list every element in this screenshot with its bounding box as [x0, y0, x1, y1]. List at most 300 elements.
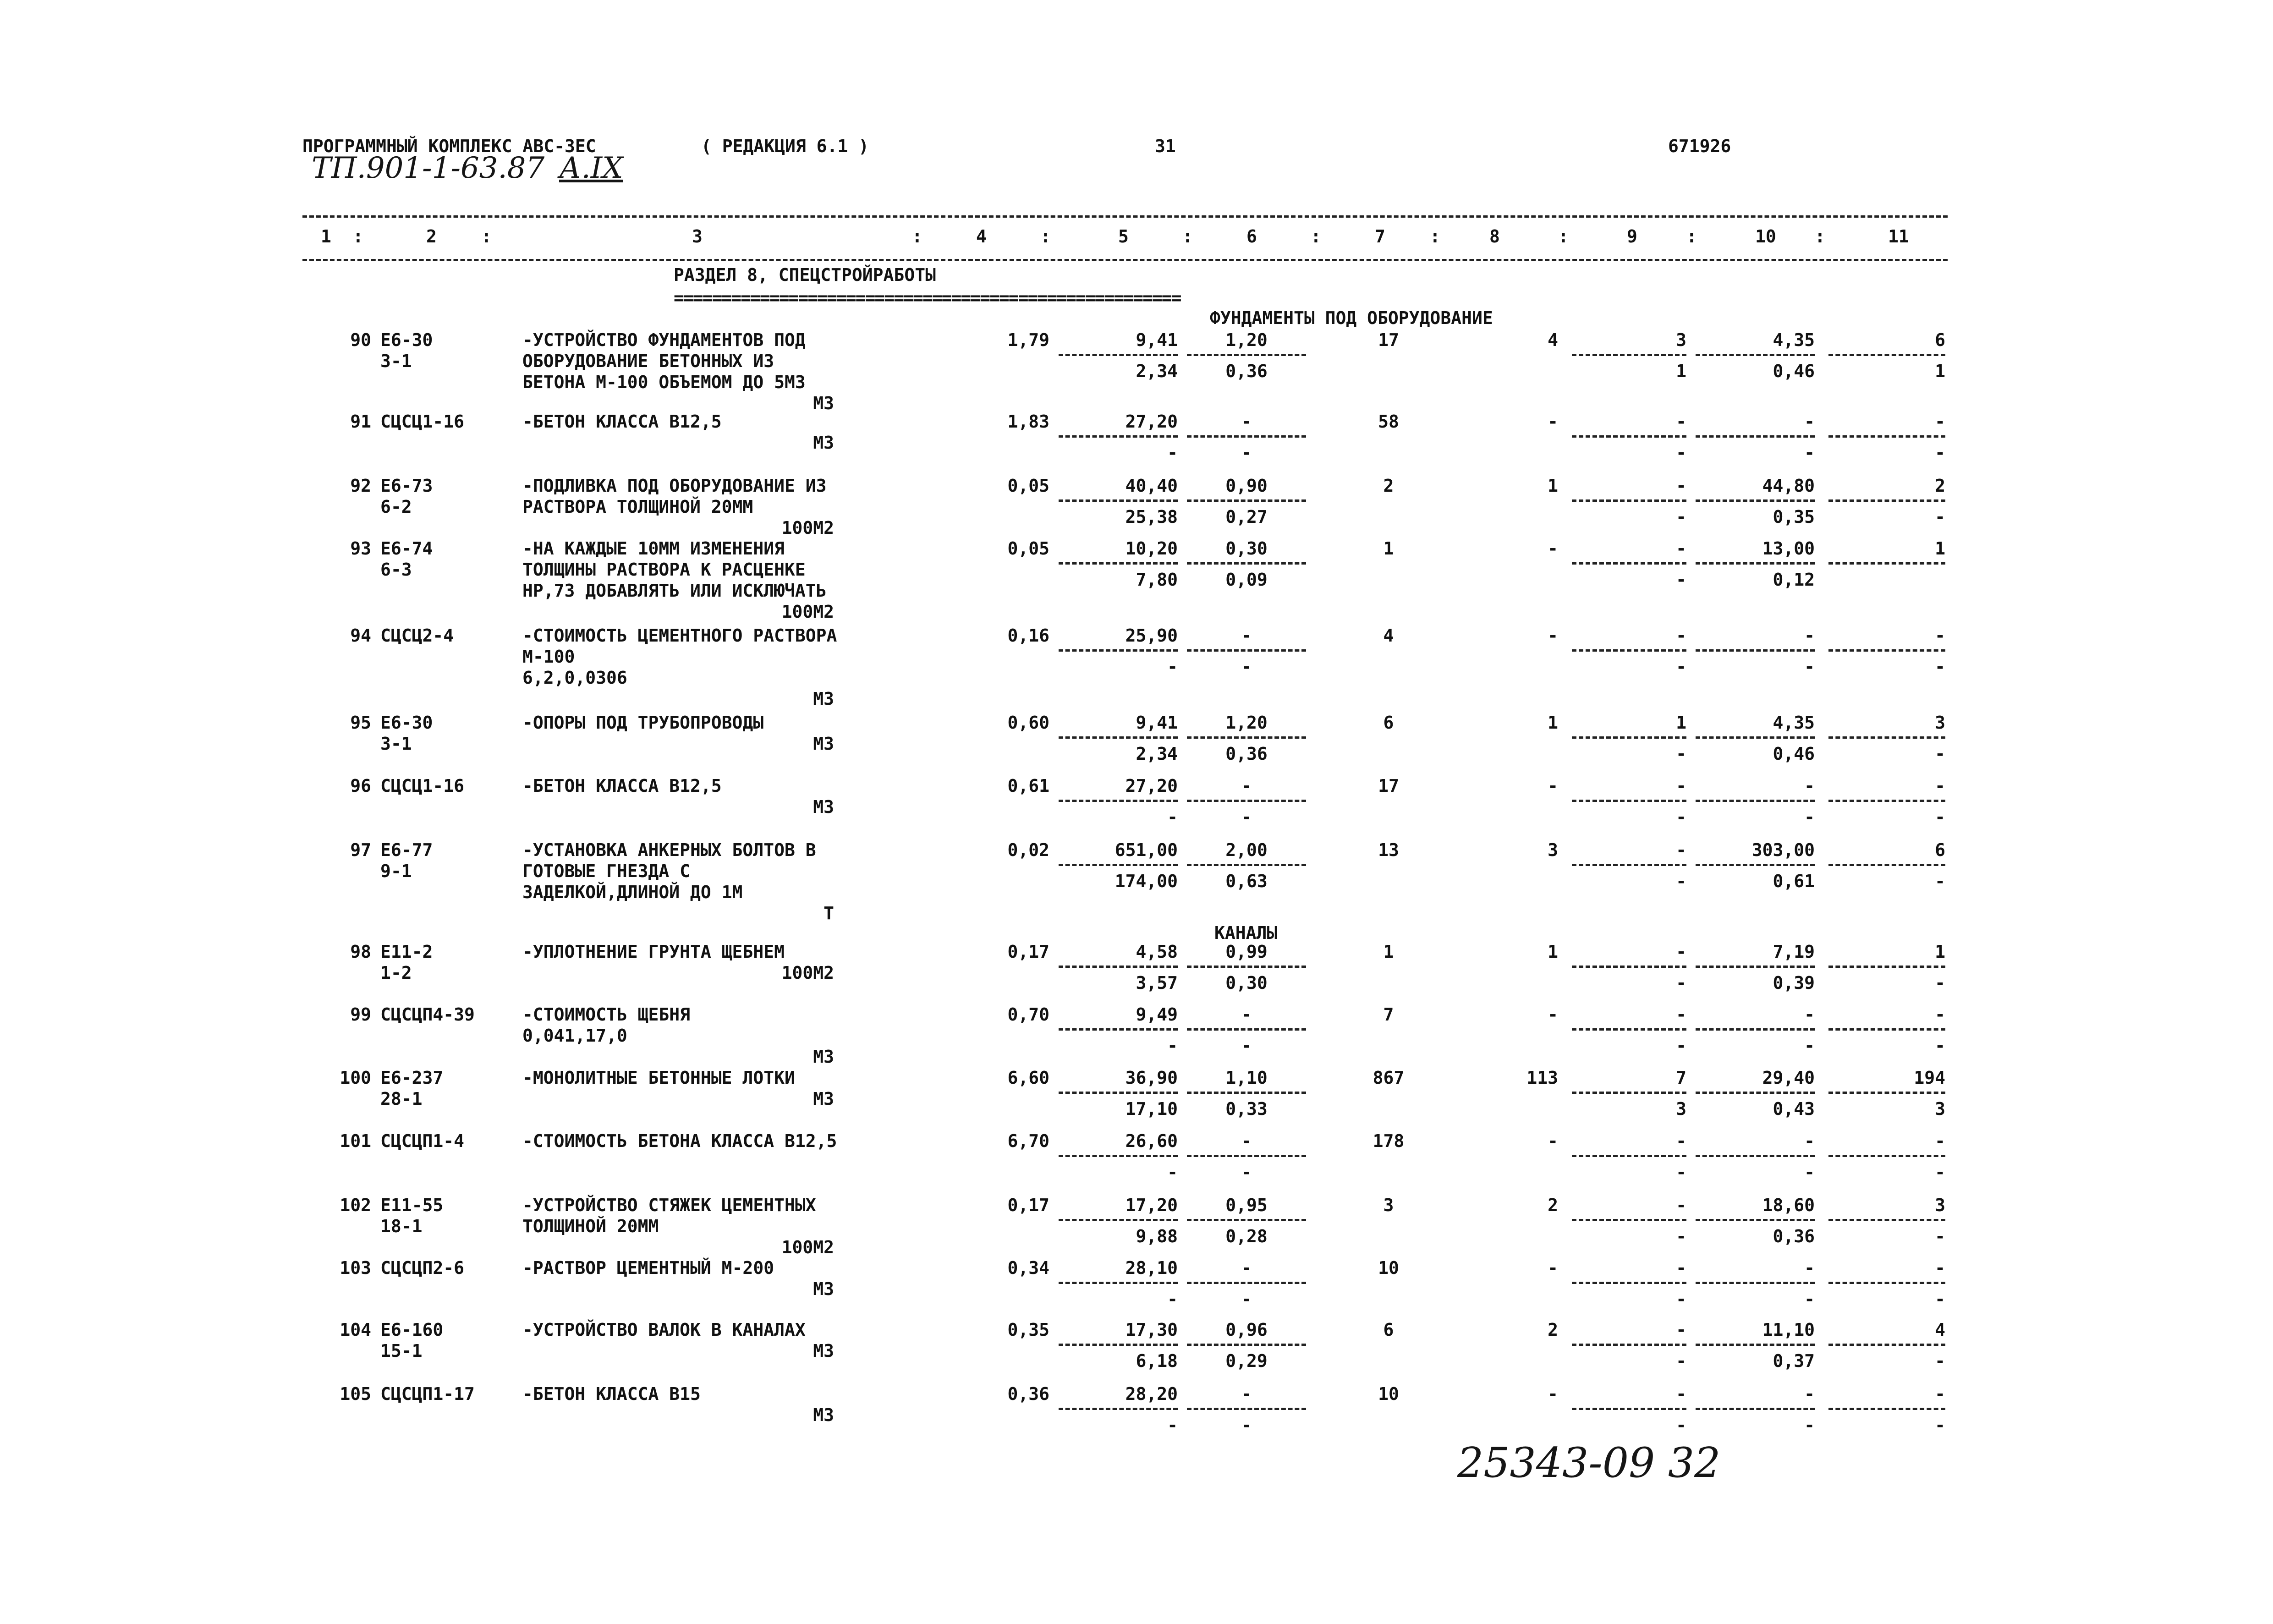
cell-c9-top: 7 [1676, 1068, 1686, 1088]
fraction-rule [1187, 435, 1306, 438]
cell-c7: 10 [1378, 1258, 1399, 1278]
cell-c11-bottom: - [1935, 807, 1945, 827]
cell-c7: 17 [1378, 776, 1399, 796]
row-code: Е6-73 [380, 476, 433, 496]
row-unit: М3 [813, 797, 834, 817]
cell-c6-bottom: - [1241, 443, 1252, 463]
fraction-rule [1828, 1282, 1945, 1284]
row-code: Е6-30 [380, 330, 433, 350]
row-unit: М3 [813, 1047, 834, 1067]
row-description: ЗАДЕЛКОЙ,ДЛИНОЙ ДО 1М [522, 882, 743, 902]
cell-c6-top: 1,20 [1225, 330, 1268, 350]
row-number: 94 [350, 625, 371, 646]
cell-c8: - [1548, 776, 1558, 796]
cell-c6-bottom: 0,33 [1225, 1099, 1268, 1119]
row-quantity: 0,16 [1007, 625, 1049, 646]
cell-c8: 2 [1548, 1320, 1558, 1340]
column-header-3: 3 [692, 226, 703, 247]
fraction-rule [1572, 1092, 1686, 1094]
row-quantity: 0,36 [1007, 1384, 1049, 1404]
row-quantity: 0,61 [1007, 776, 1049, 796]
row-unit: М3 [813, 1089, 834, 1109]
cell-c5-top: 17,20 [1125, 1195, 1178, 1215]
cell-c7: 1 [1383, 538, 1394, 559]
cell-c6-bottom: - [1241, 1415, 1252, 1435]
column-separator: : [1040, 226, 1051, 247]
row-number: 93 [350, 538, 371, 559]
row-description: -УСТРОЙСТВО СТЯЖЕК ЦЕМЕНТНЫХ [522, 1195, 816, 1215]
row-number: 99 [350, 1004, 371, 1025]
cell-c11-top: 2 [1935, 476, 1945, 496]
column-header-10: 10 [1755, 226, 1776, 247]
row-number: 101 [340, 1131, 371, 1151]
cell-c6-bottom: 0,28 [1225, 1226, 1268, 1246]
cell-c6-bottom: - [1241, 1289, 1252, 1309]
row-code: Е6-160 [380, 1320, 444, 1340]
fraction-rule [1059, 1155, 1178, 1157]
row-description: ОБОРУДОВАНИЕ БЕТОННЫХ ИЗ [522, 351, 774, 371]
cell-c6-bottom: - [1241, 1036, 1252, 1056]
cell-c8: 1 [1548, 942, 1558, 962]
column-separator: : [353, 226, 363, 247]
cell-c9-bottom: - [1676, 1162, 1686, 1182]
row-unit: М3 [813, 1405, 834, 1425]
cell-c6-top: - [1241, 625, 1252, 646]
row-description: -ПОДЛИВКА ПОД ОБОРУДОВАНИЕ ИЗ [522, 476, 827, 496]
cell-c11-bottom: - [1935, 1162, 1945, 1182]
fraction-rule [1572, 966, 1686, 968]
cell-c11-top: - [1935, 625, 1945, 646]
cell-c7: 867 [1373, 1068, 1405, 1088]
fraction-rule [1828, 800, 1945, 802]
row-code: 9-1 [380, 861, 412, 881]
row-description: -СТОИМОСТЬ БЕТОНА КЛАССА В12,5 [522, 1131, 837, 1151]
fraction-rule [1696, 966, 1815, 968]
fraction-rule [1828, 1408, 1945, 1410]
row-number: 96 [350, 776, 371, 796]
row-description: -БЕТОН КЛАССА В12,5 [522, 776, 722, 796]
fraction-rule [1059, 562, 1178, 565]
cell-c9-bottom: - [1676, 1289, 1686, 1309]
header-rule-top [302, 215, 1948, 218]
row-unit: М3 [813, 433, 834, 453]
handwritten-doc-number: ТП.901-1-63.87 [312, 151, 545, 185]
cell-c11-top: - [1935, 1258, 1945, 1278]
cell-c6-top: - [1241, 1131, 1252, 1151]
cell-c6-bottom: - [1241, 657, 1252, 677]
row-code: 15-1 [380, 1341, 423, 1361]
cell-c11-bottom: - [1935, 871, 1945, 891]
fraction-rule [1696, 1155, 1815, 1157]
fraction-rule [1059, 435, 1178, 438]
cell-c8: - [1548, 1004, 1558, 1025]
cell-c10-top: - [1804, 411, 1815, 432]
row-description: -УСТРОЙСТВО ВАЛОК В КАНАЛАХ [522, 1320, 806, 1340]
cell-c10-top: 18,60 [1762, 1195, 1815, 1215]
column-header-7: 7 [1375, 226, 1385, 247]
cell-c7: 7 [1383, 1004, 1394, 1025]
cell-c11-top: 4 [1935, 1320, 1945, 1340]
row-code: СЦСЦ2-4 [380, 625, 454, 646]
cell-c5-bottom: 17,10 [1125, 1099, 1178, 1119]
cell-c8: - [1548, 1258, 1558, 1278]
cell-c6-bottom: 0,27 [1225, 507, 1268, 527]
row-number: 100 [340, 1068, 371, 1088]
row-unit: М3 [813, 1279, 834, 1299]
row-code: 18-1 [380, 1216, 423, 1236]
fraction-rule [1828, 649, 1945, 652]
cell-c11-bottom: - [1935, 744, 1945, 764]
cell-c7: 1 [1383, 942, 1394, 962]
row-description: НР,73 ДОБАВЛЯТЬ ИЛИ ИСКЛЮЧАТЬ [522, 581, 827, 601]
cell-c7: 4 [1383, 625, 1394, 646]
row-description: -БЕТОН КЛАССА В12,5 [522, 411, 722, 432]
fraction-rule [1696, 649, 1815, 652]
fraction-rule [1187, 1028, 1306, 1031]
cell-c6-bottom: - [1241, 807, 1252, 827]
row-quantity: 0,17 [1007, 1195, 1049, 1215]
cell-c10-bottom: 0,46 [1773, 744, 1815, 764]
column-header-1: 1 [321, 226, 331, 247]
cell-c10-bottom: 0,39 [1773, 973, 1815, 993]
cell-c9-top: - [1676, 476, 1686, 496]
cell-c5-bottom: 174,00 [1115, 871, 1178, 891]
cell-c9-top: - [1676, 942, 1686, 962]
cell-c8: - [1548, 1131, 1558, 1151]
row-unit: 100М2 [781, 518, 834, 538]
fraction-rule [1187, 1282, 1306, 1284]
row-number: 103 [340, 1258, 371, 1278]
cell-c10-top: - [1804, 1384, 1815, 1404]
row-code: СЦСЦП4-39 [380, 1004, 475, 1025]
fraction-rule [1572, 736, 1686, 739]
row-number: 102 [340, 1195, 371, 1215]
cell-c6-bottom: 0,29 [1225, 1351, 1268, 1371]
cell-c6-bottom: 0,36 [1225, 361, 1268, 381]
fraction-rule [1696, 562, 1815, 565]
cell-c10-top: 4,35 [1773, 713, 1815, 733]
row-quantity: 0,34 [1007, 1258, 1049, 1278]
cell-c8: 113 [1526, 1068, 1558, 1088]
cell-c5-top: 27,20 [1125, 776, 1178, 796]
cell-c5-top: 26,60 [1125, 1131, 1178, 1151]
cell-c5-bottom: - [1167, 443, 1178, 463]
cell-c5-bottom: 2,34 [1136, 361, 1178, 381]
cell-c9-top: - [1676, 776, 1686, 796]
cell-c7: 58 [1378, 411, 1399, 432]
cell-c9-top: - [1676, 411, 1686, 432]
cell-c5-top: 28,20 [1125, 1384, 1178, 1404]
cell-c5-bottom: 25,38 [1125, 507, 1178, 527]
fraction-rule [1828, 354, 1945, 356]
fraction-rule [1696, 1282, 1815, 1284]
fraction-rule [1572, 1344, 1686, 1346]
row-quantity: 0,70 [1007, 1004, 1049, 1025]
subhead-channels: КАНАЛЫ [1214, 923, 1278, 943]
fraction-rule [1696, 435, 1815, 438]
fraction-rule [1059, 1344, 1178, 1346]
cell-c6-top: 2,00 [1225, 840, 1268, 860]
cell-c11-bottom: - [1935, 973, 1945, 993]
row-unit: М3 [813, 734, 834, 754]
fraction-rule [1187, 1219, 1306, 1221]
column-separator: : [1686, 226, 1697, 247]
cell-c8: 1 [1548, 476, 1558, 496]
row-number: 91 [350, 411, 371, 432]
row-quantity: 0,02 [1007, 840, 1049, 860]
column-separator: : [912, 226, 922, 247]
cell-c8: - [1548, 1384, 1558, 1404]
row-unit: М3 [813, 1341, 834, 1361]
column-header-6: 6 [1246, 226, 1257, 247]
cell-c6-top: 1,20 [1225, 713, 1268, 733]
cell-c11-bottom: - [1935, 1289, 1945, 1309]
row-description: -РАСТВОР ЦЕМЕНТНЫЙ М-200 [522, 1258, 774, 1278]
cell-c6-top: - [1241, 1258, 1252, 1278]
cell-c6-bottom: 0,36 [1225, 744, 1268, 764]
cell-c9-bottom: - [1676, 507, 1686, 527]
row-number: 97 [350, 840, 371, 860]
row-description: ГОТОВЫЕ ГНЕЗДА С [522, 861, 691, 881]
document-code: 671926 [1668, 136, 1731, 156]
cell-c10-top: - [1804, 625, 1815, 646]
row-description: -СТОИМОСТЬ ЩЕБНЯ [522, 1004, 691, 1025]
cell-c8: 1 [1548, 713, 1558, 733]
subhead-foundations: ФУНДАМЕНТЫ ПОД ОБОРУДОВАНИЕ [1210, 308, 1493, 328]
cell-c6-bottom: - [1241, 1162, 1252, 1182]
row-code: Е6-77 [380, 840, 433, 860]
fraction-rule [1572, 435, 1686, 438]
cell-c9-top: - [1676, 1195, 1686, 1215]
fraction-rule [1572, 1028, 1686, 1031]
cell-c6-top: 0,90 [1225, 476, 1268, 496]
cell-c5-bottom: - [1167, 1415, 1178, 1435]
cell-c10-top: - [1804, 776, 1815, 796]
cell-c11-bottom: - [1935, 1036, 1945, 1056]
cell-c10-bottom: 0,61 [1773, 871, 1815, 891]
cell-c10-top: - [1804, 1258, 1815, 1278]
cell-c10-top: - [1804, 1131, 1815, 1151]
row-description: М-100 [522, 647, 575, 667]
cell-c9-bottom: - [1676, 1226, 1686, 1246]
row-code: СЦСЦ1-16 [380, 776, 465, 796]
cell-c11-top: - [1935, 1131, 1945, 1151]
fraction-rule [1696, 1092, 1815, 1094]
fraction-rule [1187, 649, 1306, 652]
row-description: РАСТВОРА ТОЛЩИНОЙ 20ММ [522, 497, 753, 517]
cell-c5-top: 27,20 [1125, 411, 1178, 432]
cell-c5-top: 25,90 [1125, 625, 1178, 646]
fraction-rule [1059, 1092, 1178, 1094]
column-separator: : [1558, 226, 1569, 247]
cell-c7: 178 [1373, 1131, 1405, 1151]
row-description: 6,2,0,0306 [522, 668, 627, 688]
row-number: 105 [340, 1384, 371, 1404]
row-code: 28-1 [380, 1089, 423, 1109]
cell-c5-top: 9,49 [1136, 1004, 1178, 1025]
row-unit: М3 [813, 393, 834, 413]
cell-c11-top: 6 [1935, 330, 1945, 350]
cell-c6-top: - [1241, 1004, 1252, 1025]
fraction-rule [1187, 354, 1306, 356]
cell-c6-top: 0,99 [1225, 942, 1268, 962]
cell-c8: 3 [1548, 840, 1558, 860]
cell-c9-top: - [1676, 625, 1686, 646]
row-number: 104 [340, 1320, 371, 1340]
edition: ( РЕДАКЦИЯ 6.1 ) [701, 136, 869, 156]
fraction-rule [1572, 499, 1686, 502]
cell-c5-top: 9,41 [1136, 713, 1178, 733]
cell-c6-top: 0,95 [1225, 1195, 1268, 1215]
row-quantity: 1,79 [1007, 330, 1049, 350]
row-unit: 100М2 [781, 963, 834, 983]
section-underline: ===================================================== [674, 288, 1181, 308]
row-code: 6-2 [380, 497, 412, 517]
cell-c9-bottom: - [1676, 1351, 1686, 1371]
cell-c10-bottom: - [1804, 657, 1815, 677]
column-header-5: 5 [1118, 226, 1129, 247]
cell-c9-top: - [1676, 1320, 1686, 1340]
cell-c11-bottom: - [1935, 1415, 1945, 1435]
row-number: 92 [350, 476, 371, 496]
cell-c9-top: - [1676, 1004, 1686, 1025]
column-separator: : [1815, 226, 1825, 247]
row-code: Е6-30 [380, 713, 433, 733]
fraction-rule [1059, 649, 1178, 652]
row-description: -ОПОРЫ ПОД ТРУБОПРОВОДЫ [522, 713, 764, 733]
row-quantity: 0,35 [1007, 1320, 1049, 1340]
fraction-rule [1828, 1092, 1945, 1094]
cell-c6-top: 0,30 [1225, 538, 1268, 559]
fraction-rule [1059, 354, 1178, 356]
cell-c10-top: 11,10 [1762, 1320, 1815, 1340]
cell-c6-bottom: 0,30 [1225, 973, 1268, 993]
row-quantity: 1,83 [1007, 411, 1049, 432]
fraction-rule [1187, 1155, 1306, 1157]
cell-c10-bottom: 0,46 [1773, 361, 1815, 381]
cell-c9-top: - [1676, 1384, 1686, 1404]
row-quantity: 0,17 [1007, 942, 1049, 962]
row-description: -УСТАНОВКА АНКЕРНЫХ БОЛТОВ В [522, 840, 816, 860]
cell-c9-bottom: - [1676, 657, 1686, 677]
column-separator: : [1182, 226, 1193, 247]
column-separator: : [1430, 226, 1440, 247]
cell-c5-bottom: - [1167, 1162, 1178, 1182]
cell-c5-top: 36,90 [1125, 1068, 1178, 1088]
cell-c11-top: 3 [1935, 713, 1945, 733]
cell-c5-bottom: 7,80 [1136, 570, 1178, 590]
cell-c5-bottom: 6,18 [1136, 1351, 1178, 1371]
cell-c10-bottom: 0,36 [1773, 1226, 1815, 1246]
row-code: 3-1 [380, 351, 412, 371]
cell-c5-top: 4,58 [1136, 942, 1178, 962]
fraction-rule [1696, 1028, 1815, 1031]
column-separator: : [481, 226, 492, 247]
fraction-rule [1696, 1344, 1815, 1346]
cell-c11-top: 3 [1935, 1195, 1945, 1215]
cell-c5-bottom: 9,88 [1136, 1226, 1178, 1246]
cell-c9-top: 3 [1676, 330, 1686, 350]
cell-c11-top: - [1935, 1004, 1945, 1025]
fraction-rule [1059, 736, 1178, 739]
row-code: 3-1 [380, 734, 412, 754]
cell-c8: - [1548, 411, 1558, 432]
row-quantity: 6,60 [1007, 1068, 1049, 1088]
cell-c10-bottom: - [1804, 1036, 1815, 1056]
cell-c10-bottom: 0,35 [1773, 507, 1815, 527]
fraction-rule [1572, 354, 1686, 356]
row-description: -УПЛОТНЕНИЕ ГРУНТА ЩЕБНЕМ [522, 942, 785, 962]
header-rule-bottom [302, 259, 1948, 261]
cell-c9-bottom: - [1676, 570, 1686, 590]
fraction-rule [1572, 864, 1686, 866]
cell-c9-bottom: 3 [1676, 1099, 1686, 1119]
cell-c6-bottom: 0,09 [1225, 570, 1268, 590]
fraction-rule [1572, 1408, 1686, 1410]
fraction-rule [1828, 1344, 1945, 1346]
fraction-rule [1828, 1028, 1945, 1031]
cell-c9-bottom: - [1676, 1415, 1686, 1435]
fraction-rule [1696, 1408, 1815, 1410]
cell-c11-bottom: - [1935, 1351, 1945, 1371]
cell-c10-bottom: - [1804, 1415, 1815, 1435]
fraction-rule [1696, 354, 1815, 356]
cell-c6-top: - [1241, 1384, 1252, 1404]
cell-c6-top: 1,10 [1225, 1068, 1268, 1088]
row-code: СЦСЦ1-16 [380, 411, 465, 432]
row-code: Е6-237 [380, 1068, 444, 1088]
cell-c7: 17 [1378, 330, 1399, 350]
cell-c5-top: 28,10 [1125, 1258, 1178, 1278]
column-header-8: 8 [1489, 226, 1500, 247]
row-description: -МОНОЛИТНЫЕ БЕТОННЫЕ ЛОТКИ [522, 1068, 795, 1088]
fraction-rule [1187, 800, 1306, 802]
fraction-rule [1572, 1219, 1686, 1221]
cell-c9-bottom: - [1676, 871, 1686, 891]
fraction-rule [1572, 800, 1686, 802]
row-code: СЦСЦП1-4 [380, 1131, 465, 1151]
fraction-rule [1828, 435, 1945, 438]
cell-c6-top: - [1241, 776, 1252, 796]
row-number: 95 [350, 713, 371, 733]
cell-c5-bottom: - [1167, 657, 1178, 677]
cell-c5-bottom: - [1167, 1289, 1178, 1309]
fraction-rule [1059, 1219, 1178, 1221]
cell-c7: 10 [1378, 1384, 1399, 1404]
cell-c10-top: 13,00 [1762, 538, 1815, 559]
cell-c5-bottom: - [1167, 807, 1178, 827]
column-separator: : [1311, 226, 1321, 247]
cell-c5-top: 17,30 [1125, 1320, 1178, 1340]
fraction-rule [1828, 966, 1945, 968]
cell-c7: 13 [1378, 840, 1399, 860]
cell-c11-bottom: - [1935, 1226, 1945, 1246]
row-description: БЕТОНА М-100 ОБЪЕМОМ ДО 5М3 [522, 372, 806, 392]
row-quantity: 6,70 [1007, 1131, 1049, 1151]
cell-c9-bottom: - [1676, 973, 1686, 993]
row-code: 1-2 [380, 963, 412, 983]
cell-c10-bottom: - [1804, 807, 1815, 827]
fraction-rule [1059, 800, 1178, 802]
fraction-rule [1059, 1408, 1178, 1410]
row-description: -СТОИМОСТЬ ЦЕМЕНТНОГО РАСТВОРА [522, 625, 837, 646]
fraction-rule [1828, 864, 1945, 866]
cell-c11-bottom: - [1935, 507, 1945, 527]
program-name: ПРОГРАММНЫЙ КОМПЛЕКС АВС-ЗЕС [302, 136, 596, 156]
cell-c8: 4 [1548, 330, 1558, 350]
row-unit: М3 [813, 689, 834, 709]
fraction-rule [1696, 800, 1815, 802]
